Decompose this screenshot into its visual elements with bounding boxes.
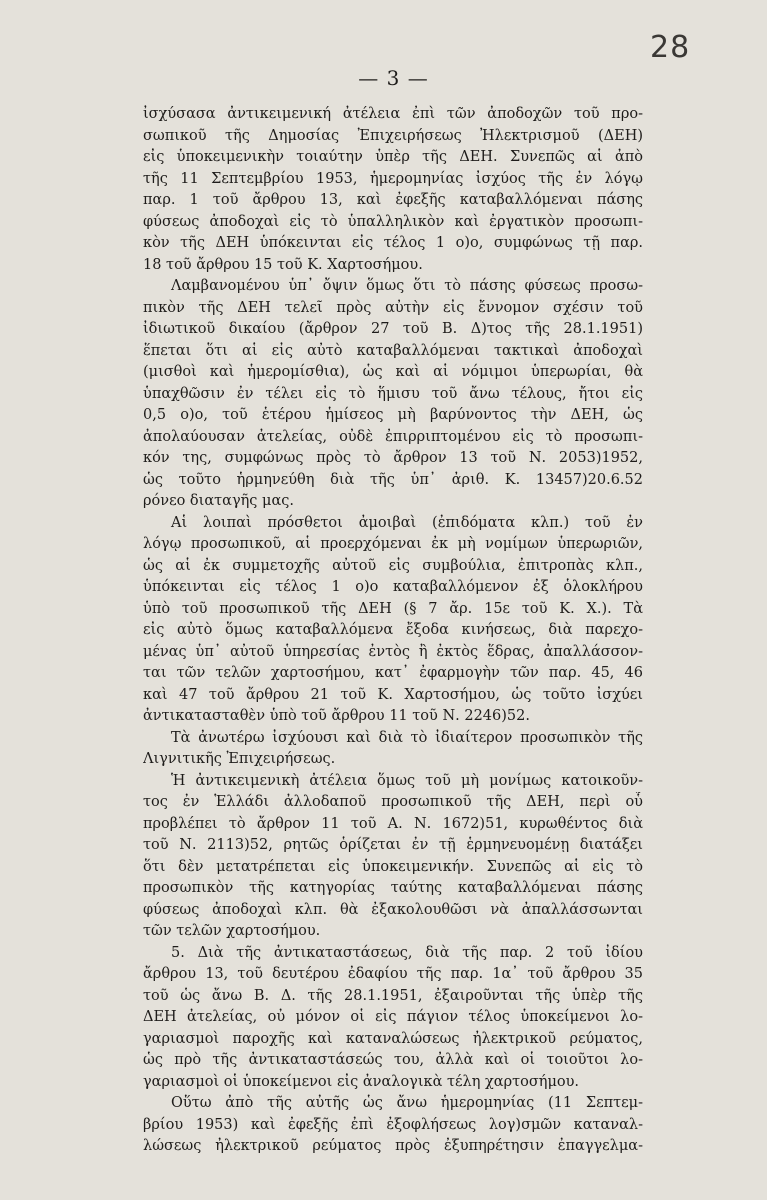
text-line: Λιγνιτικῆς Ἐπιχειρήσεως. — [143, 751, 336, 767]
text-line: Τὰ ἀνωτέρω ἰσχύουσι καὶ διὰ τὸ ἰδιαίτερον προσωπικὸν τῆς — [171, 729, 643, 746]
text-line: φύσεως ἀποδοχαὶ κλπ. θὰ ἐξακολουθῶσι νὰ ἀπαλλάσσωνται — [143, 901, 643, 918]
body-text — [143, 104, 643, 1158]
text-line: τῶν τελῶν χαρτοσήμου. — [143, 923, 321, 939]
text-line: ΔΕΗ ἀτελείας, οὐ μόνον οἱ εἰς πάγιον τέλος ὑποκείμενοι λο- — [143, 1009, 643, 1025]
text-line: λώσεως ἠλεκτρικοῦ ρεύματος πρὸς ἐξυπηρέτησιν ἐπαγγελμα- — [143, 1138, 643, 1154]
text-line: ἰσχύσασα ἀντικειμενική ἀτέλεια ἐπὶ τῶν ἀποδοχῶν τοῦ προ- — [143, 106, 643, 122]
text-line: ὅτι δὲν μετατρέπεται εἰς ὑποκειμενικήν. Συνεπῶς αἱ εἰς τὸ — [143, 858, 643, 875]
text-line: φύσεως ἀποδοχαὶ εἰς τὸ ὑπαλληλικὸν καὶ ἐργατικὸν προσωπι- — [143, 213, 643, 230]
text-line: ὡς τοῦτο ἡρμηνεύθη διὰ τῆς ὑπ᾽ ἀριθ. Κ. 13457)20.6.52 — [143, 471, 643, 488]
text-line: πικὸν τῆς ΔΕΗ τελεῖ πρὸς αὐτὴν εἰς ἔννομον σχέσιν τοῦ — [143, 299, 643, 316]
text-line: ὡς πρὸ τῆς ἀντικαταστάσεώς του, ἀλλὰ καὶ οἱ τοιοῦτοι λο- — [143, 1052, 643, 1068]
text-line: εἰς αὐτὸ ὅμως καταβαλλόμενα ἔξοδα κινήσεως, διὰ παρεχο- — [143, 622, 643, 638]
text-line: Λαμβανομένου ὑπ᾽ ὄψιν ὅμως ὅτι τὸ πάσης φύσεως προσω- — [171, 278, 643, 294]
text-line: τοῦ Ν. 2113)52, ρητῶς ὁρίζεται ἐν τῇ ἑρμηνευομένῃ διατάξει — [143, 837, 643, 853]
text-line: παρ. 1 τοῦ ἄρθρου 13, καὶ ἐφεξῆς καταβαλλόμεναι πάσης — [143, 192, 643, 208]
text-line: ἄρθρου 13, τοῦ δευτέρου ἐδαφίου τῆς παρ. 1α᾽ τοῦ ἄρθρου 35 — [143, 966, 643, 982]
text-line: ἀπολαύουσαν ἀτελείας, οὐδὲ ἐπιρριπτομένου εἰς τὸ προσωπι- — [143, 428, 643, 445]
text-line: Ἡ ἀντικειμενικὴ ἀτέλεια ὅμως τοῦ μὴ μονίμως κατοικοῦν- — [171, 772, 643, 789]
text-line: κόν της, συμφώνως πρὸς τὸ ἄρθρον 13 τοῦ Ν. 2053)1952, — [143, 450, 643, 466]
text-line: προσωπικὸν τῆς κατηγορίας ταύτης καταβαλλόμεναι πάσης — [143, 880, 643, 896]
text-line: κὸν τῆς ΔΕΗ ὑπόκεινται εἰς τέλος 1 ο)ο, συμφώνως τῇ παρ. — [143, 235, 643, 251]
text-line: γαριασμοὶ παροχῆς καὶ καταναλώσεως ἠλεκτρικοῦ ρεύματος, — [143, 1030, 643, 1047]
text-line: ὡς αἱ ἐκ συμμετοχῆς αὐτοῦ εἰς συμβούλια, ἐπιτροπὰς κλπ., — [143, 557, 643, 574]
text-line: γαριασμοὶ οἱ ὑποκείμενοι εἰς ἀναλογικὰ τέλη χαρτοσήμου. — [143, 1073, 580, 1090]
text-line: Οὕτω ἀπὸ τῆς αὐτῆς ὡς ἄνω ἡμερομηνίας (11 Σεπτεμ- — [171, 1095, 643, 1111]
text-line: 18 τοῦ ἄρθρου 15 τοῦ Κ. Χαρτοσήμου. — [143, 256, 423, 273]
text-line: τοῦ ὡς ἄνω Β. Δ. τῆς 28.1.1951, ἐξαιροῦνται τῆς ὑπὲρ τῆς — [143, 987, 643, 1004]
text-line: ὑπαχθῶσιν ἐν τέλει εἰς τὸ ἥμισυ τοῦ ἄνω τέλους, ἤτοι εἰς — [143, 385, 643, 402]
text-line: τῆς 11 Σεπτεμβρίου 1953, ἡμερομηνίας ἰσχύος τῆς ἐν λόγῳ — [143, 170, 643, 187]
text-line: βρίου 1953) καὶ ἐφεξῆς ἐπὶ ἐξοφλήσεως λογ)σμῶν καταναλ- — [143, 1116, 643, 1133]
text-line: ρόνεο διαταγῆς μας. — [143, 493, 294, 509]
text-line: ἕπεται ὅτι αἱ εἰς αὐτὸ καταβαλλόμεναι τακτικαὶ ἀποδοχαὶ — [143, 342, 643, 359]
text-line: εἰς ὑποκειμενικὴν τοιαύτην ὑπὲρ τῆς ΔΕΗ. Συνεπῶς αἱ ἀπὸ — [143, 149, 643, 165]
text-line: 5. Διὰ τῆς ἀντικαταστάσεως, διὰ τῆς παρ. 2 τοῦ ἰδίου — [171, 944, 643, 961]
text-line: (μισθοὶ καὶ ἡμερομίσθια), ὡς καὶ αἱ νόμιμοι ὑπερωρίαι, θὰ — [143, 364, 643, 380]
text-line: προβλέπει τὸ ἄρθρον 11 τοῦ Α. Ν. 1672)51, κυρωθέντος διὰ — [143, 815, 643, 832]
text-line: ὑπόκεινται εἰς τέλος 1 ο)ο καταβαλλόμενον ἐξ ὁλοκλήρου — [143, 579, 643, 595]
text-line: ὑπὸ τοῦ προσωπικοῦ τῆς ΔΕΗ (§ 7 ἄρ. 15ε τοῦ Κ. Χ.). Τὰ — [143, 600, 643, 617]
text-line: μένας ὑπ᾽ αὐτοῦ ὑπηρεσίας ἐντὸς ἢ ἐκτὸς ἕδρας, ἀπαλλάσσον- — [143, 643, 643, 660]
text-line: τος ἐν Ἑλλάδι ἀλλοδαποῦ προσωπικοῦ τῆς ΔΕΗ, περὶ οὗ — [143, 794, 643, 810]
text-line: 0,5 ο)ο, τοῦ ἑτέρου ἡμίσεος μὴ βαρύνοντος τὴν ΔΕΗ, ὡς — [143, 407, 643, 423]
handwritten-page-number: 28 — [650, 30, 691, 65]
text-line: σωπικοῦ τῆς Δημοσίας Ἐπιχειρήσεως Ἠλεκτρισμοῦ (ΔΕΗ) — [143, 127, 643, 144]
text-line: ἀντικατασταθὲν ὑπὸ τοῦ ἄρθρου 11 τοῦ Ν. 2246)52. — [143, 708, 530, 724]
text-line: ἰδιωτικοῦ δικαίου (ἄρθρον 27 τοῦ Β. Δ)τος τῆς 28.1.1951) — [143, 321, 643, 337]
text-line: Αἱ λοιπαὶ πρόσθετοι ἀμοιβαὶ (ἐπιδόματα κλπ.) τοῦ ἐν — [171, 514, 643, 531]
text-line: καὶ 47 τοῦ ἄρθρου 21 τοῦ Κ. Χαρτοσήμου, ὡς τοῦτο ἰσχύει — [143, 686, 643, 703]
text-line: ται τῶν τελῶν χαρτοσήμου, κατ᾽ ἐφαρμογὴν τῶν παρ. 45, 46 — [143, 665, 643, 681]
page-header: — 3 — — [358, 66, 429, 90]
text-line: λόγῳ προσωπικοῦ, αἱ προερχόμεναι ἐκ μὴ νομίμων ὑπερωριῶν, — [143, 536, 643, 552]
